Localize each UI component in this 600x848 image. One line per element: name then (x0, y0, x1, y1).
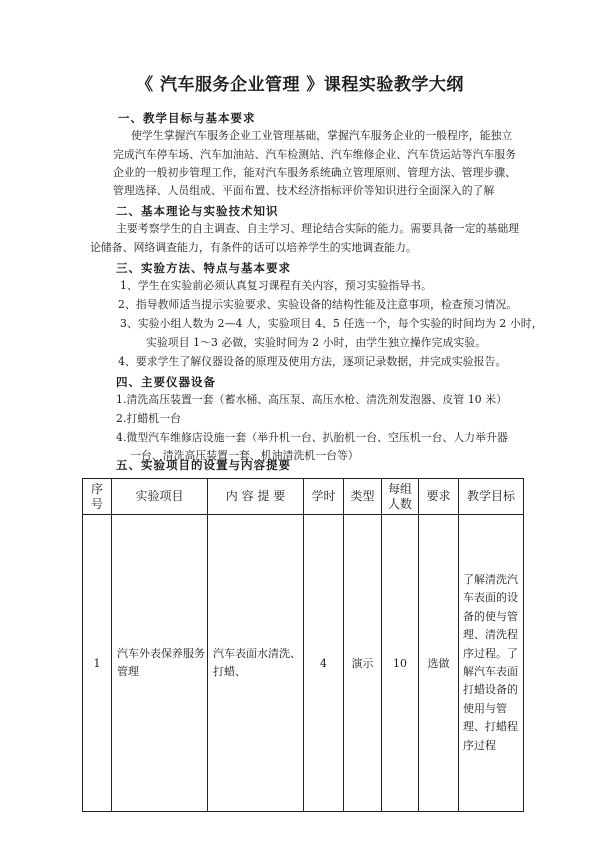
list-item: 2、指导教师适当提示实验要求、实验设备的结构性能及注意事项，检查预习情况。 (118, 298, 518, 311)
paragraph-line: 企业的一般初步管理工作，能对汽车服务系统确立管理原则、管理方法、管理步骤、 (113, 166, 517, 179)
list-item-continuation: 实验项目 1～3 必做，实验时间为 2 小时，由学生独立操作完成实验。 (146, 336, 487, 349)
cell-seq: 1 (83, 515, 112, 812)
experiment-table (82, 478, 524, 812)
paragraph-line: 使学生掌握汽车服务企业工业管理基础，掌握汽车服务企业的一般程序，能独立 (131, 129, 513, 142)
header-content: 内 容 提 要 (208, 479, 304, 515)
header-project: 实验项目 (112, 479, 208, 515)
cell-content: 汽车表面水清洗、打蜡、 (208, 515, 304, 812)
header-hours: 学时 (304, 479, 344, 515)
paragraph-line: 论储备、网络调查能力，有条件的话可以培养学生的实地调查能力。 (90, 241, 417, 254)
cell-requirement: 选做 (419, 515, 459, 812)
list-item: 2.打蜡机一台 (116, 412, 181, 425)
list-item: 4、要求学生了解仪器设备的原理及使用方法，逐项记录数据，并完成实验报告。 (118, 355, 507, 368)
list-item: 1.清洗高压装置一套（蓄水桶、高压泵、高压水枪、清洗剂发泡器、皮管 10 米） (116, 393, 508, 406)
paragraph-line: 管理选择、人员组成、平面布置、技术经济指标评价等知识进行全面深入的了解 (113, 184, 495, 197)
section-heading-goals: 一、教学目标与基本要求 (118, 111, 256, 125)
header-requirement: 要求 (419, 479, 459, 515)
section-heading-projects: 五、实验项目的设置与内容提要 (116, 458, 291, 472)
paragraph-line: 主要考察学生的自主调查、自主学习、理论结合实际的能力。需要具备一定的基础理 (116, 222, 520, 235)
section-heading-equipment: 四、主要仪器设备 (116, 375, 216, 389)
list-item: 4.微型汽车维修店设施一套（举升机一台、扒胎机一台、空压机一台、人力举升器 (116, 431, 508, 444)
table-row (83, 515, 524, 812)
header-group-size: 每组人数 (382, 479, 419, 515)
page-title: 《 汽车服务企业管理 》课程实验教学大纲 (136, 75, 464, 95)
section-heading-methods: 三、实验方法、特点与基本要求 (116, 261, 291, 275)
cell-project: 汽车外表保养服务管理 (112, 515, 208, 812)
header-seq: 序号 (83, 479, 112, 515)
list-item: 1、学生在实验前必须认真复习课程有关内容，预习实验指导书。 (120, 279, 433, 292)
table-header-row (83, 479, 524, 515)
section-heading-theory: 二、基本理论与实验技术知识 (116, 204, 279, 218)
list-item-continuation: 一台、清洗高压装置一套、机油清洗机一台等） (130, 449, 359, 462)
header-goal: 教学目标 (459, 479, 524, 515)
paragraph-line: 完成汽车停车场、汽车加油站、汽车检测站、汽车维修企业、汽车货运站等汽车服务 (113, 148, 517, 161)
cell-goal: 了解清洗汽车表面的设备的使与管理、清洗程序过程。了解汽车表面打蜡设备的使用与管理、打蜡程序过程 (459, 515, 524, 812)
cell-type: 演示 (344, 515, 382, 812)
list-item: 3、实验小组人数为 2—4 人，实验项目 4、5 任选一个，每个实验的时间均为 2 小时， (120, 317, 543, 330)
header-type: 类型 (344, 479, 382, 515)
cell-group-size: 10 (382, 515, 419, 812)
cell-hours: 4 (304, 515, 344, 812)
